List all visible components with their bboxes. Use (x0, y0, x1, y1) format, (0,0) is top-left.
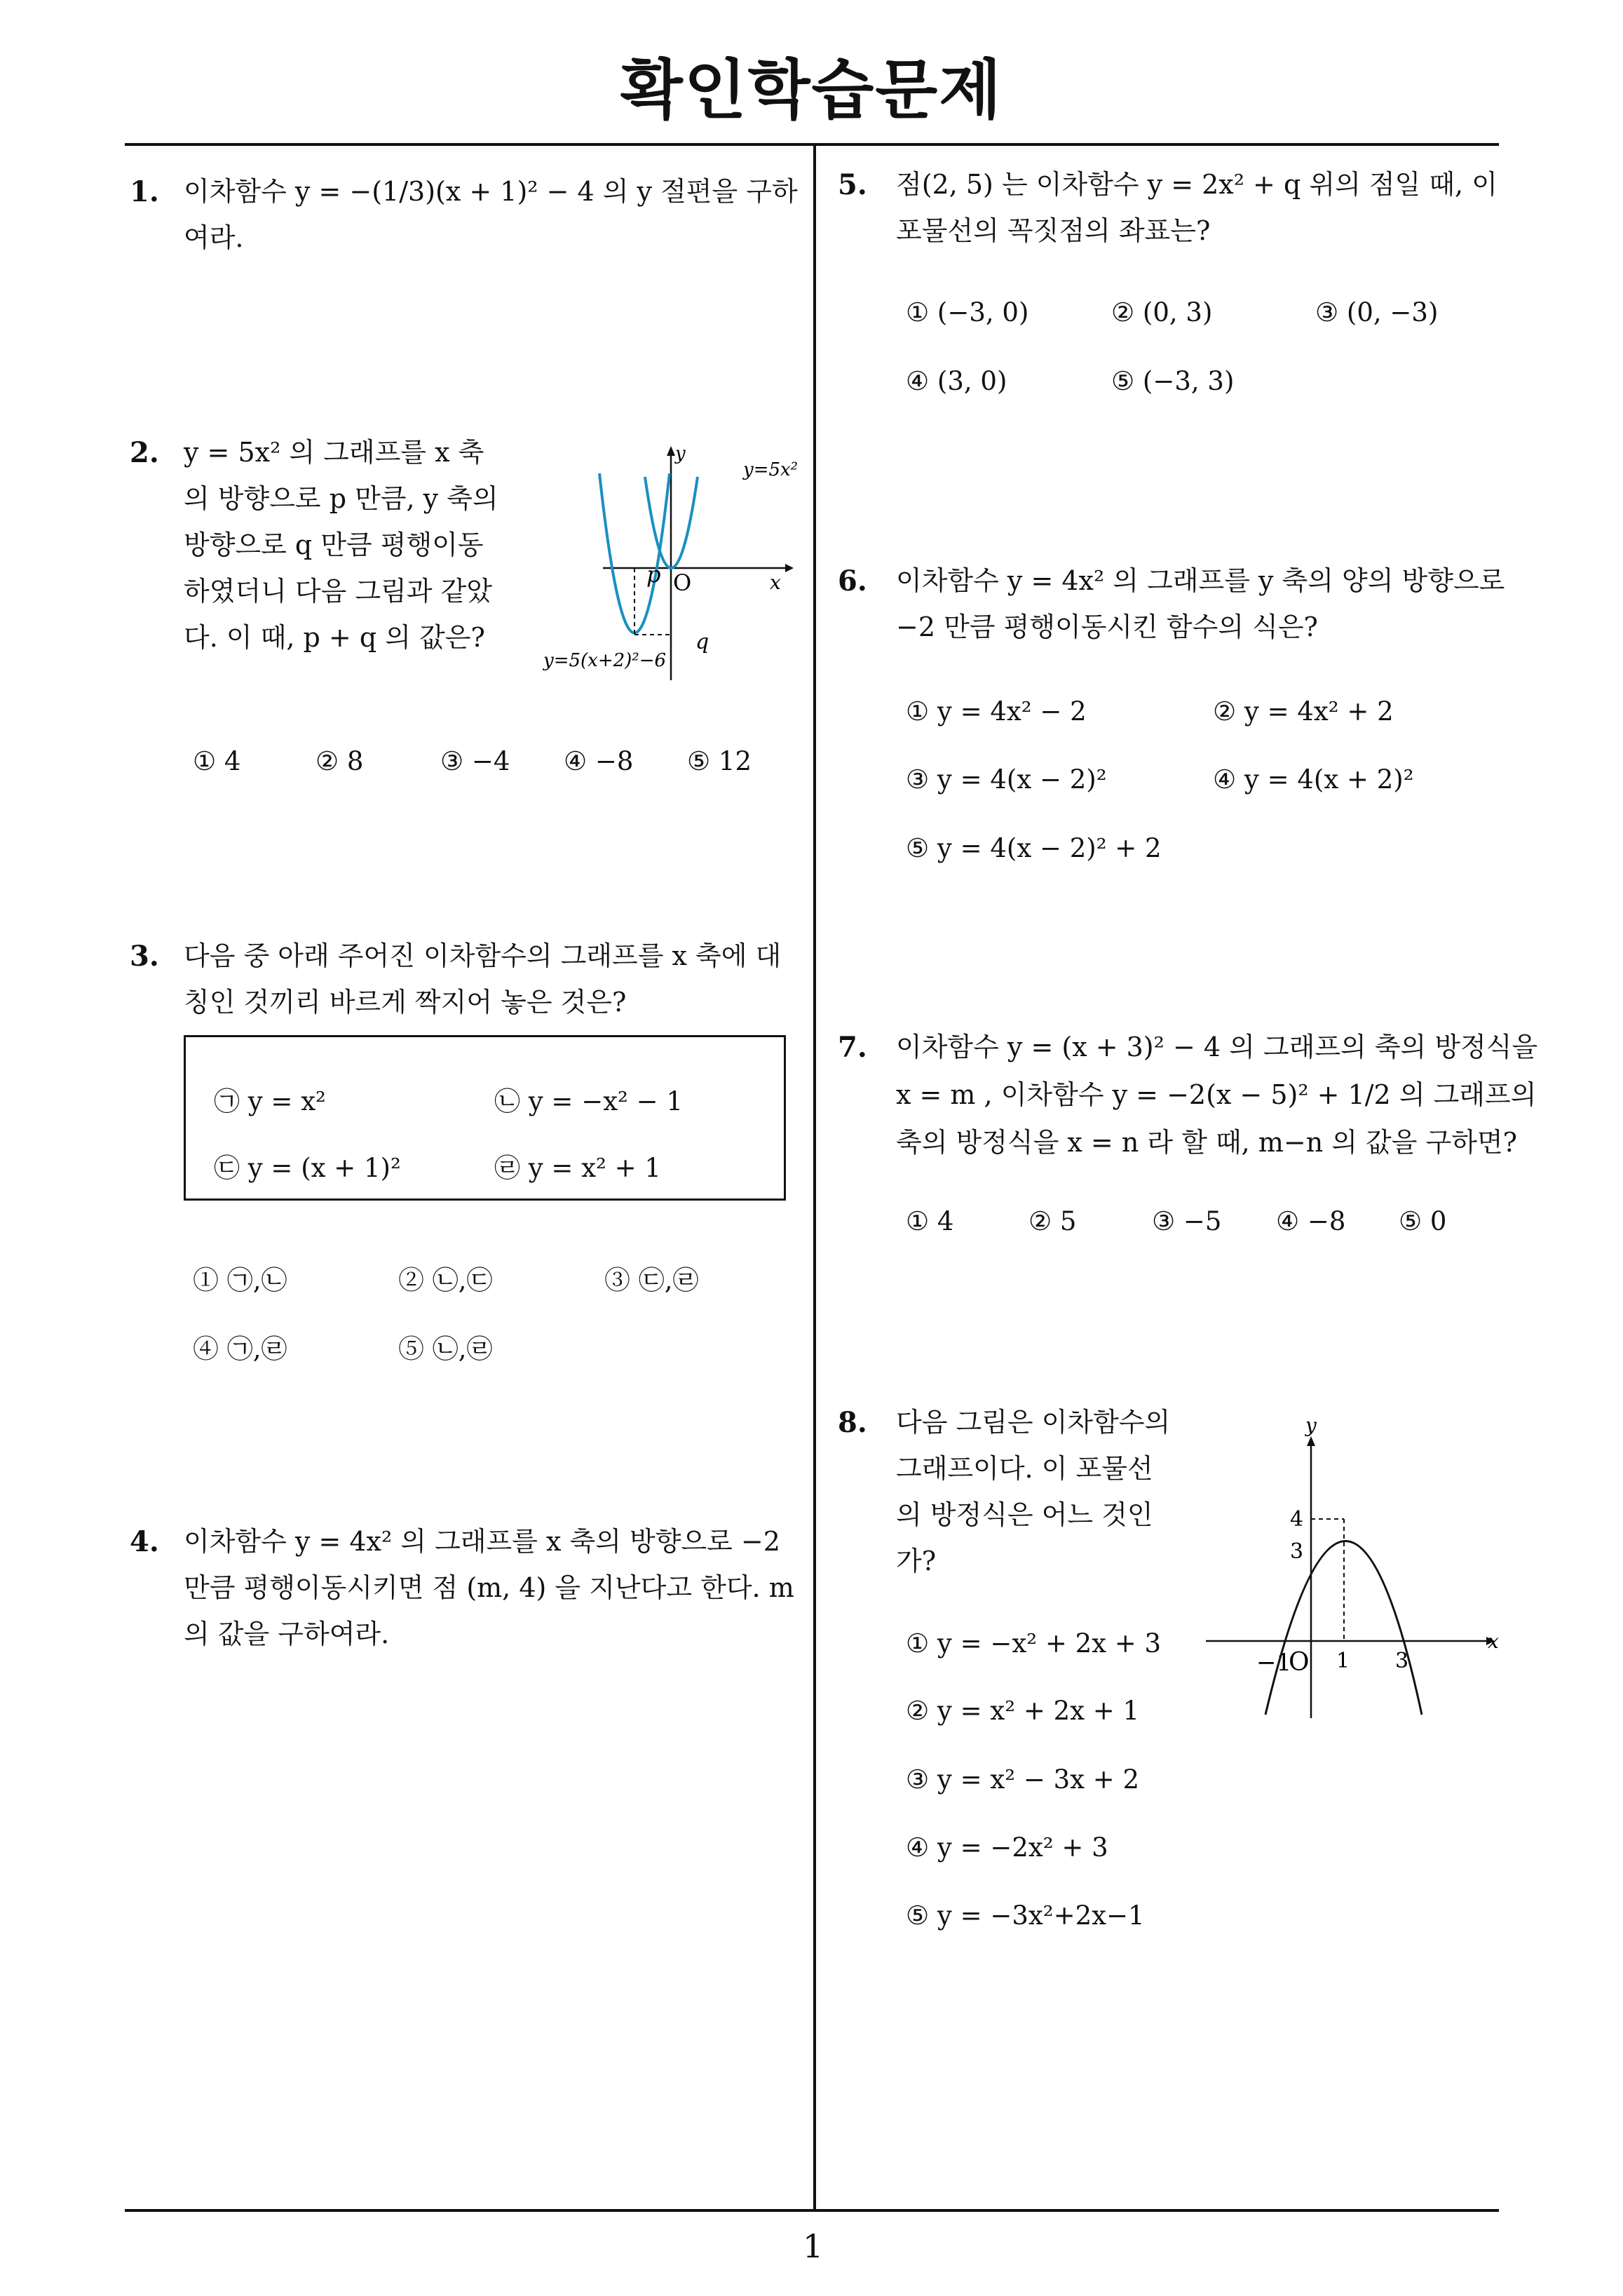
question-7-choice-5[interactable]: ⑤ 0 (1399, 1206, 1447, 1236)
question-1-number: 1. (130, 175, 159, 208)
question-8-choice-4[interactable]: ④ y = −2x² + 3 (906, 1832, 1108, 1863)
question-6-choice-1[interactable]: ① y = 4x² − 2 (906, 696, 1087, 727)
question-8-line-2: 그래프이다. 이 포물선 (896, 1453, 1153, 1484)
question-8-choice-3[interactable]: ③ y = x² − 3x + 2 (906, 1764, 1140, 1795)
question-7-line-3: 축의 방정식을 x = n 라 할 때, m−n 의 값을 구하면? (896, 1127, 1518, 1158)
q8-x-label: x (1488, 1630, 1499, 1653)
question-5-number: 5. (838, 168, 867, 201)
q8-tick-neg1: −1 (1256, 1649, 1292, 1677)
q2-p-label: p (646, 561, 661, 588)
question-3-choice-2[interactable]: ② ㉡,㉢ (398, 1265, 493, 1295)
question-5-line-2: 포물선의 꼭짓점의 좌표는? (896, 215, 1211, 246)
q2-origin-label: O (673, 569, 692, 596)
question-2-line-4: 하였더니 다음 그림과 같았 (184, 576, 493, 607)
question-2-line-3: 방향으로 q 만큼 평행이동 (184, 529, 484, 560)
question-3-item-d: ㉣ y = x² + 1 (494, 1153, 661, 1183)
q8-tick-3-y: 3 (1290, 1539, 1304, 1564)
column-divider (813, 143, 816, 2212)
question-2-choice-5[interactable]: ⑤ 12 (687, 746, 752, 776)
q8-y-label: y (1305, 1414, 1317, 1437)
q2-y-label: y (675, 443, 686, 464)
question-3-choice-4[interactable]: ④ ㉠,㉣ (193, 1334, 287, 1364)
question-8-line-3: 의 방정식은 어느 것인 (896, 1499, 1153, 1530)
question-4-line-3: 의 값을 구하여라. (184, 1619, 390, 1649)
question-2-line-5: 다. 이 때, p + q 의 값은? (184, 622, 485, 653)
question-5-choice-4[interactable]: ④ (3, 0) (906, 366, 1007, 396)
question-3-line-1: 다음 중 아래 주어진 이차함수의 그래프를 x 축에 대 (184, 940, 782, 971)
question-3-item-c: ㉢ y = (x + 1)² (214, 1153, 401, 1183)
q8-y-arrow (1307, 1436, 1315, 1446)
page-title: 확인학습문제 (620, 53, 1003, 128)
question-3-number: 3. (130, 940, 159, 973)
top-rule (125, 143, 1499, 146)
question-3-choice-1[interactable]: ① ㉠,㉡ (193, 1265, 287, 1295)
question-6-choice-4[interactable]: ④ y = 4(x + 2)² (1213, 764, 1414, 795)
q2-x-label: x (770, 571, 781, 594)
question-2-choice-3[interactable]: ③ −4 (440, 746, 510, 776)
question-6-line-1: 이차함수 y = 4x² 의 그래프를 y 축의 양의 방향으로 (896, 565, 1505, 596)
question-7-number: 7. (838, 1031, 867, 1064)
question-7-line-1: 이차함수 y = (x + 3)² − 4 의 그래프의 축의 방정식을 (896, 1032, 1538, 1062)
question-6-number: 6. (838, 565, 867, 597)
question-2-choice-4[interactable]: ④ −8 (564, 746, 634, 776)
question-8-graph (1199, 1410, 1507, 1732)
q8-tick-4-y: 4 (1290, 1507, 1304, 1532)
question-3-choice-5[interactable]: ⑤ ㉡,㉣ (398, 1334, 493, 1364)
q8-origin-label: O (1289, 1648, 1310, 1677)
question-4-line-2: 만큼 평행이동시키면 점 (m, 4) 을 지난다고 한다. m (184, 1572, 794, 1603)
q2-q-label: q (695, 630, 709, 654)
question-2-line-1: y = 5x² 의 그래프를 x 축 (184, 437, 484, 468)
question-3-item-a: ㉠ y = x² (214, 1086, 326, 1116)
question-8-choice-5[interactable]: ⑤ y = −3x²+2x−1 (906, 1900, 1145, 1931)
question-7-choice-4[interactable]: ④ −8 (1276, 1206, 1346, 1236)
q2-x-arrow (785, 564, 794, 572)
question-5-choice-3[interactable]: ③ (0, −3) (1315, 297, 1439, 327)
page-number: 1 (803, 2227, 824, 2265)
question-6-choice-3[interactable]: ③ y = 4(x − 2)² (906, 764, 1107, 795)
question-4-line-1: 이차함수 y = 4x² 의 그래프를 x 축의 방향으로 −2 (184, 1526, 780, 1557)
question-8-choice-1[interactable]: ① y = −x² + 2x + 3 (906, 1628, 1162, 1659)
bottom-rule (125, 2209, 1499, 2212)
question-5-choice-5[interactable]: ⑤ (−3, 3) (1111, 366, 1235, 396)
q8-tick-1: 1 (1336, 1649, 1350, 1673)
question-6-line-2: −2 만큼 평행이동시킨 함수의 식은? (896, 612, 1318, 642)
question-2-number: 2. (130, 436, 159, 469)
question-2-choice-1[interactable]: ① 4 (193, 746, 241, 776)
question-5-line-1: 점(2, 5) 는 이차함수 y = 2x² + q 위의 점일 때, 이 (896, 169, 1498, 200)
question-4-number: 4. (130, 1525, 159, 1558)
question-3-item-b: ㉡ y = −x² − 1 (494, 1086, 683, 1116)
question-6-choice-5[interactable]: ⑤ y = 4(x − 2)² + 2 (906, 833, 1162, 863)
q2-y-arrow (667, 446, 675, 456)
question-8-number: 8. (838, 1406, 867, 1439)
question-5-choice-1[interactable]: ① (−3, 0) (906, 297, 1029, 327)
question-3-line-2: 칭인 것끼리 바르게 짝지어 놓은 것은? (184, 987, 627, 1018)
question-8-line-1: 다음 그림은 이차함수의 (896, 1407, 1171, 1438)
question-8-line-4: 가? (896, 1546, 937, 1576)
question-2-graph (533, 435, 813, 687)
question-2-choice-2[interactable]: ② 8 (315, 746, 364, 776)
question-7-choice-3[interactable]: ③ −5 (1152, 1206, 1222, 1236)
question-2-line-2: 의 방향으로 p 만큼, y 축의 (184, 483, 498, 514)
question-7-choice-2[interactable]: ② 5 (1028, 1206, 1077, 1236)
question-8-choice-2[interactable]: ② y = x² + 2x + 1 (906, 1696, 1140, 1726)
question-7-choice-1[interactable]: ① 4 (906, 1206, 954, 1236)
q2-curve1-label: y=5x² (743, 459, 799, 480)
question-5-choice-2[interactable]: ② (0, 3) (1111, 297, 1213, 327)
q2-curve2-label: y=5(x+2)²−6 (543, 650, 667, 671)
question-6-choice-2[interactable]: ② y = 4x² + 2 (1213, 696, 1394, 727)
question-7-line-2: x = m , 이차함수 y = −2(x − 5)² + 1/2 의 그래프의 (896, 1079, 1537, 1110)
question-3-choice-3[interactable]: ③ ㉢,㉣ (604, 1265, 699, 1295)
q8-tick-3-x: 3 (1395, 1649, 1409, 1673)
question-1-text: 이차함수 y = −(1/3)(x + 1)² − 4 의 y 절편을 구하여라. (184, 176, 798, 253)
